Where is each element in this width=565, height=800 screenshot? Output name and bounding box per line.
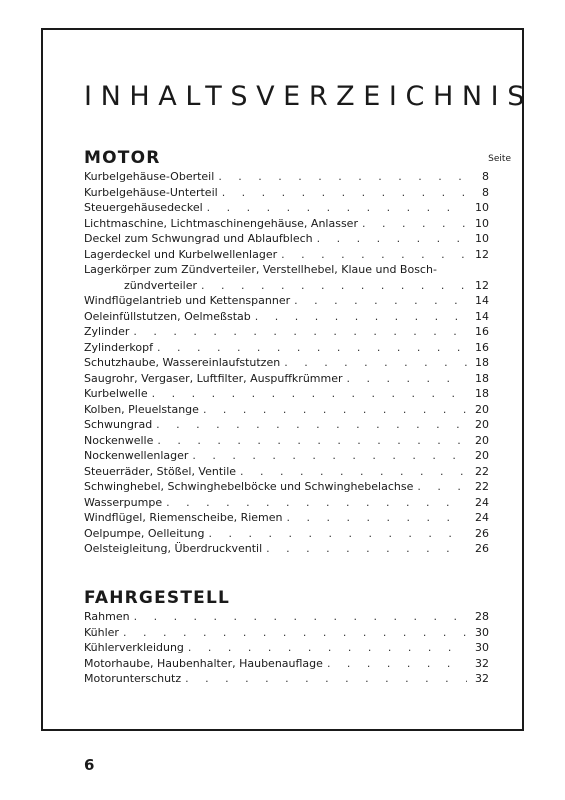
toc-entry-label: Oelsteigleitung, Überdruckventil	[84, 542, 263, 555]
toc-entry-page: 20	[475, 418, 489, 431]
toc-entry[interactable]	[84, 464, 489, 480]
section-heading-motor: MOTOR	[84, 148, 161, 168]
section-heading-fahrgestell: FAHRGESTELL	[84, 588, 231, 608]
toc-entry-label: Kühlerverkleidung	[84, 641, 184, 654]
toc-entry-label: Oeleinfüllstutzen, Oelmeßstab	[84, 309, 251, 323]
toc-entry-label: Schwinghebel, Schwinghebelböcke und Schwinghebelachse	[84, 480, 414, 493]
toc-entry-label: Kolben, Pleuelstange	[84, 402, 199, 416]
toc-entry-label: Oelpumpe, Oelleitung	[84, 526, 205, 540]
toc-entry[interactable]	[84, 247, 489, 263]
toc-entry-page: 30	[475, 641, 489, 654]
toc-entry-label: Deckel zum Schwungrad und Ablaufblech	[84, 232, 313, 245]
toc-entry[interactable]	[84, 340, 489, 356]
toc-entry[interactable]	[84, 262, 489, 278]
dot-leader	[203, 402, 467, 418]
toc-entry-page: 10	[475, 232, 489, 245]
fahrgestell-entry-list	[84, 609, 489, 687]
toc-entry-page: 18	[475, 371, 489, 385]
toc-entry-label: Wasserpumpe	[84, 495, 163, 509]
toc-entry[interactable]	[84, 609, 489, 625]
toc-entry[interactable]	[84, 371, 489, 387]
toc-entry-page: 16	[475, 340, 489, 354]
toc-entry-page: 20	[475, 402, 489, 416]
dot-leader	[327, 656, 467, 672]
toc-entry-page: 32	[475, 672, 489, 685]
toc-entry-label: Motorhaube, Haubenhalter, Haubenauflage	[84, 656, 323, 670]
toc-entry-label-continuation: zündverteiler	[124, 278, 197, 292]
toc-entry-label: Zylinderkopf	[84, 340, 153, 354]
dot-leader	[156, 417, 467, 433]
toc-entry[interactable]	[84, 355, 489, 371]
dot-leader	[240, 464, 467, 480]
toc-entry[interactable]	[84, 386, 489, 402]
toc-entry-label: Steuergehäusedeckel	[84, 201, 203, 214]
toc-entry[interactable]	[84, 448, 489, 464]
document-title: INHALTSVERZEICHNIS	[84, 81, 533, 112]
toc-entry-page: 12	[475, 278, 489, 292]
toc-entry-label: Kurbelgehäuse-Unterteil	[84, 185, 218, 199]
dot-leader	[166, 495, 467, 511]
toc-entry[interactable]	[84, 402, 489, 418]
toc-entry[interactable]	[84, 625, 489, 641]
toc-entry[interactable]	[84, 200, 489, 216]
toc-entry[interactable]	[84, 656, 489, 672]
toc-entry-page: 10	[475, 216, 489, 230]
dot-leader	[218, 169, 467, 185]
toc-entry-page: 18	[475, 356, 489, 369]
toc-entry-page: 32	[475, 656, 489, 670]
toc-entry-page: 24	[475, 495, 489, 509]
toc-entry[interactable]	[84, 640, 489, 656]
toc-entry-continuation[interactable]	[84, 278, 489, 294]
dot-leader	[347, 371, 467, 387]
toc-entry[interactable]	[84, 417, 489, 433]
toc-entry-page: 22	[475, 480, 489, 493]
toc-entry-page: 18	[475, 387, 489, 400]
toc-entry-page: 26	[475, 526, 489, 540]
toc-entry-label: Schutzhaube, Wassereinlaufstutzen	[84, 356, 281, 369]
toc-entry-page: 20	[475, 449, 489, 462]
toc-entry[interactable]	[84, 526, 489, 542]
toc-entry-page: 10	[475, 201, 489, 214]
dot-leader	[192, 448, 467, 464]
page-column-label: Seite	[488, 154, 511, 164]
toc-entry-page: 30	[475, 625, 489, 639]
toc-entry[interactable]	[84, 185, 489, 201]
dot-leader	[417, 479, 467, 495]
toc-entry-page: 14	[475, 294, 489, 307]
dot-leader	[255, 309, 467, 325]
toc-entry-page: 8	[482, 170, 489, 183]
toc-entry-label: Lagerkörper zum Zündverteiler, Verstellhebel, Klaue und Bosch-	[84, 263, 437, 276]
toc-entry[interactable]	[84, 671, 489, 687]
dot-leader	[281, 247, 467, 263]
toc-entry-label: Schwungrad	[84, 418, 153, 431]
toc-entry-label: Steuerräder, Stößel, Ventile	[84, 464, 237, 478]
dot-leader	[294, 293, 467, 309]
toc-entry-page: 24	[475, 511, 489, 524]
toc-entry[interactable]	[84, 510, 489, 526]
dot-leader	[287, 510, 467, 526]
toc-entry[interactable]	[84, 324, 489, 340]
dot-leader	[209, 526, 468, 542]
toc-entry-label: Zylinder	[84, 325, 130, 338]
dot-leader	[185, 671, 467, 687]
dot-leader	[362, 216, 467, 232]
toc-entry[interactable]	[84, 433, 489, 449]
dot-leader	[152, 386, 467, 402]
toc-entry[interactable]	[84, 479, 489, 495]
toc-entry-page: 8	[482, 185, 489, 199]
toc-entry-page: 28	[475, 610, 489, 623]
toc-entry-label: Windflügel, Riemenscheibe, Riemen	[84, 511, 283, 524]
toc-entry[interactable]	[84, 216, 489, 232]
dot-leader	[157, 340, 467, 356]
dot-leader	[133, 324, 467, 340]
dot-leader	[284, 355, 467, 371]
dot-leader	[207, 200, 467, 216]
dot-leader	[157, 433, 467, 449]
toc-entry[interactable]	[84, 541, 489, 557]
toc-entry-label: Windflügelantrieb und Kettenspanner	[84, 294, 291, 307]
toc-entry-page: 26	[475, 542, 489, 555]
dot-leader	[266, 541, 467, 557]
toc-entry-page: 14	[475, 309, 489, 323]
toc-entry[interactable]	[84, 231, 489, 247]
toc-entry[interactable]	[84, 293, 489, 309]
dot-leader	[201, 278, 467, 294]
toc-entry-page: 20	[475, 433, 489, 447]
dot-leader	[188, 640, 467, 656]
motor-entry-list	[84, 169, 489, 557]
page-number: 6	[84, 756, 95, 774]
toc-entry-label: Nockenwelle	[84, 433, 154, 447]
toc-entry-page: 22	[475, 464, 489, 478]
toc-entry-label: Saugrohr, Vergaser, Luftfilter, Auspuffkrümmer	[84, 371, 343, 385]
dot-leader	[123, 625, 467, 641]
toc-entry[interactable]	[84, 495, 489, 511]
dot-leader	[134, 609, 467, 625]
toc-entry-label: Lichtmaschine, Lichtmaschinengehäuse, Anlasser	[84, 216, 358, 230]
toc-entry-label: Kurbelwelle	[84, 387, 148, 400]
toc-entry[interactable]	[84, 169, 489, 185]
dot-leader	[317, 231, 467, 247]
toc-entry-label: Nockenwellenlager	[84, 449, 189, 462]
toc-entry-label: Kurbelgehäuse-Oberteil	[84, 170, 215, 183]
toc-entry-label: Kühler	[84, 625, 119, 639]
dot-leader	[222, 185, 467, 201]
toc-entry-page: 16	[475, 325, 489, 338]
toc-entry-label: Rahmen	[84, 610, 130, 623]
toc-entry-page: 12	[475, 247, 489, 261]
toc-entry-label: Motorunterschutz	[84, 672, 182, 685]
toc-entry-label: Lagerdeckel und Kurbelwellenlager	[84, 247, 278, 261]
toc-entry[interactable]	[84, 309, 489, 325]
